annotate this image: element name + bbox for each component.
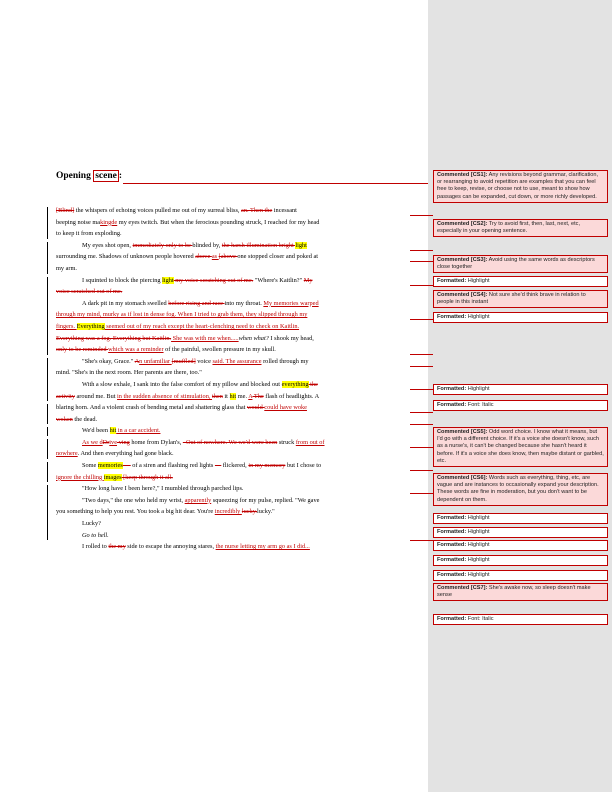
- inserted-text: She was with me when.....: [171, 334, 239, 342]
- balloon-text: Highlight: [466, 572, 490, 578]
- comment-balloon[interactable]: [433, 583, 608, 601]
- text-run: side to escape the annoying stares,: [125, 543, 216, 551]
- text-line[interactable]: [56, 483, 408, 495]
- formatting-balloon[interactable]: [433, 513, 608, 524]
- comment-balloon[interactable]: [433, 290, 608, 308]
- inserted-text: in a car accident.: [116, 427, 161, 435]
- text-run: Go to hell.: [82, 531, 109, 539]
- text-run: around me. But: [74, 392, 118, 400]
- inserted-text: nowhere: [56, 450, 78, 458]
- document-body[interactable]: [56, 205, 408, 553]
- inserted-text: ive: [109, 438, 117, 446]
- change-bar: [47, 439, 48, 459]
- balloon-label: Formatted:: [437, 616, 467, 622]
- text-run: "Two days," the one who held my wrist,: [82, 496, 185, 504]
- text-line[interactable]: [56, 506, 408, 518]
- deleted-text: The: [252, 392, 264, 400]
- balloon-text: Highlight: [466, 529, 490, 535]
- text-run: of the painful, swollen pressure in my skull.: [163, 346, 276, 354]
- text-run: the dead.: [72, 415, 98, 423]
- balloon-text: She's awake now, so sleep doesn't make sense: [437, 585, 591, 599]
- deleted-text: in my memory: [248, 462, 286, 470]
- text-run: flash of headlights. A: [263, 392, 320, 400]
- highlighted-text: hit: [229, 392, 237, 400]
- deleted-text: [keep through it all.: [121, 473, 173, 481]
- balloon-label: Formatted:: [437, 515, 467, 521]
- inserted-text: from out of: [295, 438, 325, 446]
- highlighted-text: hit: [109, 427, 117, 435]
- inserted-text: through my mind, murky as if lost in dense fog. When I tried to grab them, they slipped through my: [56, 311, 308, 319]
- deleted-text: —: [214, 462, 222, 470]
- text-line[interactable]: [56, 275, 408, 287]
- inserted-text: A: [248, 392, 253, 400]
- balloon-leader-line: [410, 493, 433, 494]
- text-run: you something to help you rest. You took a big hit dear. You're: [56, 508, 215, 516]
- change-bar: [47, 427, 48, 436]
- heading-text: Opening: [56, 171, 94, 181]
- balloon-leader-line: [410, 470, 433, 471]
- text-line[interactable]: [56, 356, 408, 368]
- text-line[interactable]: [56, 414, 408, 426]
- formatting-balloon[interactable]: [433, 540, 608, 551]
- highlighted-text: images: [103, 473, 122, 481]
- text-run: the whispers of echoing voices pulled me out of my surreal bliss,: [74, 207, 242, 214]
- balloon-leader-line: [410, 447, 433, 448]
- balloon-text: Highlight: [466, 314, 490, 320]
- inserted-text: fingers.: [56, 322, 77, 330]
- text-line[interactable]: [56, 530, 408, 542]
- deleted-text: then: [212, 392, 223, 400]
- text-run: My eyes shot open,: [82, 241, 133, 249]
- balloon-label: Commented [CS2]:: [437, 221, 488, 227]
- balloon-text: Font: Italic: [466, 616, 494, 622]
- balloon-leader-line: [410, 261, 433, 262]
- balloon-label: Formatted:: [437, 402, 467, 408]
- text-line[interactable]: [56, 286, 408, 298]
- text-run: struck: [277, 438, 296, 446]
- text-line[interactable]: [56, 217, 408, 229]
- text-run: We'd been: [82, 427, 110, 435]
- deleted-text: [Blind]: [56, 207, 75, 214]
- formatting-balloon[interactable]: [433, 276, 608, 287]
- deleted-text: [above: [218, 253, 238, 261]
- text-line[interactable]: [56, 448, 408, 460]
- balloon-leader-line: [410, 319, 433, 320]
- text-run: blinded by,: [192, 241, 222, 249]
- formatting-balloon[interactable]: [433, 312, 608, 323]
- text-line[interactable]: [56, 205, 408, 217]
- inserted-text: could have woke: [264, 404, 307, 412]
- balloon-label: Commented [CS4]:: [437, 292, 488, 298]
- deleted-text: above: [195, 253, 212, 261]
- text-run: squeezing for my pulse, replied. "We gave: [211, 496, 320, 504]
- highlighted-text: light: [295, 241, 307, 249]
- text-run: "Where's Kaitlin?": [253, 276, 304, 284]
- comment-balloon[interactable]: [433, 255, 608, 273]
- inserted-text: ignore the chilling: [56, 473, 104, 481]
- text-run: incessant: [272, 207, 297, 214]
- text-run: beeping noise ma: [56, 218, 101, 226]
- balloon-label: Formatted:: [437, 278, 467, 284]
- text-run: I shook my head,: [268, 334, 314, 342]
- text-line[interactable]: [56, 518, 408, 530]
- formatting-balloon[interactable]: [433, 384, 608, 395]
- text-run: voice: [195, 357, 213, 365]
- balloon-leader-line: [410, 389, 433, 390]
- text-run: one stopped closer and poked at: [237, 253, 318, 261]
- text-line[interactable]: [56, 240, 408, 252]
- text-run: flickered,: [221, 462, 249, 470]
- balloon-text: Words such as everything, thing, etc, are vague and are instances to occasionally expand your description. These words are fine in moderation, but you don't want to be dependent on them.: [437, 475, 599, 503]
- balloon-text: Not sure she'd think brave in relation to people in this instant: [437, 292, 586, 306]
- text-line[interactable]: [56, 379, 408, 391]
- balloon-leader-line: [410, 540, 433, 541]
- text-line[interactable]: [56, 333, 408, 345]
- inserted-text: as: [211, 253, 219, 261]
- text-line[interactable]: [56, 541, 408, 553]
- inserted-text: n unfamiliar: [139, 357, 172, 365]
- deleted-text: the: [308, 380, 318, 388]
- text-line[interactable]: [56, 228, 408, 240]
- balloon-text: Avoid using the same words as descriptors close together: [437, 257, 595, 271]
- text-run: lucky.": [257, 508, 275, 516]
- heading-marked-word[interactable]: scene: [95, 171, 117, 181]
- highlighted-text: Everything: [76, 322, 105, 330]
- comment-balloon[interactable]: [433, 427, 608, 467]
- deleted-text: Dr: [102, 438, 110, 446]
- text-run: mind. "She's in the next room. Her parents are there, too.": [56, 369, 202, 377]
- deleted-text: only to be reminded: [56, 346, 109, 354]
- balloon-text: Font: Italic: [466, 402, 494, 408]
- text-run: surrounding me. Shadows of unknown people hovered: [56, 253, 196, 261]
- inserted-text: seemed out of my reach except the heart-clenching need to check on Kaitlin.: [104, 322, 300, 330]
- balloon-text: Try to avoid first, then, last, next, etc, especially in your opening sentence.: [437, 221, 581, 235]
- text-run: of a siren and flashing red lights: [130, 462, 215, 470]
- text-line[interactable]: [56, 321, 408, 333]
- inserted-text: the nurse letting my arm go as I did...: [215, 543, 310, 551]
- balloon-text: Highlight: [466, 557, 490, 563]
- formatting-balloon[interactable]: [433, 614, 608, 625]
- balloon-text: Odd word choice. I know what it means, but I'd go with a different choice. If it's a voice she doesn't know, such as a nurse's, it can't be changed because she hasn't heard it before. If it's a voice she does know, then maybe distant or garbled, etc.: [437, 429, 604, 464]
- balloon-leader-line: [410, 412, 433, 413]
- text-run: Lucky?: [82, 520, 101, 528]
- text-line[interactable]: [56, 425, 408, 437]
- balloon-label: Formatted:: [437, 557, 467, 563]
- comment-balloon[interactable]: [433, 473, 608, 506]
- inserted-text: kingde: [100, 218, 118, 226]
- balloon-leader-line: [410, 250, 433, 251]
- text-run: . And then everything had gone black.: [77, 450, 174, 458]
- heading-colon: :: [118, 171, 123, 181]
- inserted-text: which was a reminder: [108, 346, 164, 354]
- text-run: my eyes twitch. But when the ferocious pounding struck, I reached for my head: [117, 218, 320, 226]
- text-run: blaring horn. And a violent crash of bending metal and shattering glass that: [56, 404, 247, 412]
- deleted-text: before rising and race: [168, 299, 225, 307]
- text-run: rolled through my: [261, 357, 309, 365]
- deleted-text: my voice scratching out of me.: [173, 276, 254, 284]
- text-line[interactable]: [56, 298, 408, 310]
- deleted-text: the my: [108, 543, 126, 551]
- deleted-text: an. Then the: [241, 207, 273, 214]
- text-run: my arm.: [56, 264, 77, 272]
- inserted-text: in the sudden absence of stimulation,: [117, 392, 213, 400]
- inserted-text: incredibly: [214, 508, 242, 516]
- inserted-text: My memories warped: [263, 299, 319, 307]
- formatting-balloon[interactable]: [433, 570, 608, 581]
- text-line[interactable]: [56, 251, 408, 263]
- balloon-leader-line: [410, 285, 433, 286]
- inserted-text: said. The assurance: [212, 357, 262, 365]
- text-line[interactable]: [56, 344, 408, 356]
- deleted-text: voice scratched out of me.: [56, 288, 123, 296]
- text-run: A dark pit in my stomach swelled: [82, 299, 169, 307]
- text-run: I squinted to block the piercing: [82, 276, 163, 284]
- text-line[interactable]: [56, 472, 408, 484]
- formatting-balloon[interactable]: [433, 400, 608, 411]
- balloon-text: Highlight: [466, 386, 490, 392]
- text-run: to keep it from exploding.: [56, 230, 122, 238]
- formatting-balloon[interactable]: [433, 527, 608, 538]
- deleted-text: activity: [56, 392, 75, 400]
- text-line[interactable]: [56, 263, 408, 275]
- text-run: I rolled to: [82, 543, 109, 551]
- deleted-text: immediately only to be: [132, 241, 193, 249]
- change-bar: [47, 462, 48, 482]
- balloon-text: Highlight: [466, 542, 490, 548]
- balloon-label: Formatted:: [437, 529, 467, 535]
- balloon-label: Commented [CS7]:: [437, 585, 488, 591]
- change-bar: [47, 242, 48, 274]
- text-line[interactable]: [56, 402, 408, 414]
- text-line[interactable]: [56, 309, 408, 321]
- balloon-label: Commented [CS1]:: [437, 172, 488, 178]
- document-heading: [56, 171, 122, 181]
- deleted-text: [muffled]: [171, 357, 196, 365]
- comment-balloon[interactable]: [433, 170, 608, 203]
- balloon-label: Formatted:: [437, 542, 467, 548]
- highlighted-text: everything: [281, 380, 309, 388]
- deleted-text: ving: [117, 438, 130, 446]
- deleted-text: Everything was a fog. Everything but Kaitlin.: [56, 334, 172, 342]
- text-run: "How long have I been here?," I mumbled through parched lips.: [82, 485, 244, 493]
- balloon-label: Commented [CS3]:: [437, 257, 488, 263]
- comment-leader-line: [123, 183, 428, 184]
- comment-margin-pane: [428, 0, 612, 792]
- balloon-text: Highlight: [466, 278, 490, 284]
- deleted-text: would: [246, 404, 265, 412]
- comment-balloon[interactable]: [433, 219, 608, 237]
- deleted-text: –Out of nowhere. We we'd were been: [182, 438, 278, 446]
- deleted-text: the harsh illumination bright: [221, 241, 296, 249]
- balloon-label: Commented [CS6]:: [437, 475, 488, 481]
- balloon-leader-line: [410, 366, 433, 367]
- balloon-label: Formatted:: [437, 314, 467, 320]
- change-bar: [47, 485, 48, 540]
- inserted-text: apparently: [184, 496, 212, 504]
- text-line[interactable]: [56, 437, 408, 449]
- balloon-label: Formatted:: [437, 386, 467, 392]
- balloon-leader-line: [410, 354, 433, 355]
- change-bar: [47, 358, 48, 401]
- text-run: Some: [82, 462, 98, 470]
- text-line[interactable]: [56, 460, 408, 472]
- deleted-text: —: [122, 462, 131, 470]
- text-run: but I chose to: [285, 462, 322, 470]
- text-run: into my throat.: [224, 299, 264, 307]
- text-run: "She's okay, Grace.": [82, 357, 135, 365]
- balloon-leader-line: [410, 424, 433, 425]
- balloon-label: Formatted:: [437, 572, 467, 578]
- change-bar: [47, 404, 48, 424]
- deleted-text: lucky.: [241, 508, 257, 516]
- text-run: it: [222, 392, 230, 400]
- inserted-text: As we d: [82, 438, 103, 446]
- text-line[interactable]: [56, 367, 408, 379]
- text-line[interactable]: [56, 495, 408, 507]
- text-run: With a slow exhale, I sank into the false comfort of my pillow and blocked out: [82, 380, 282, 388]
- deleted-text: A: [134, 357, 140, 365]
- balloon-text: Any revisions beyond grammar, clarification, or rearranging to avoid repetition are examples that you can feel free to keep, revise, or choose not to use, meant to show how passages can be expanded, cut down, or more richly developed.: [437, 172, 599, 200]
- highlighted-text: memories: [97, 462, 123, 470]
- formatting-balloon[interactable]: [433, 555, 608, 566]
- deleted-text: My: [303, 276, 313, 284]
- highlighted-text: light: [162, 276, 174, 284]
- deleted-text: woken: [56, 415, 73, 423]
- text-run: me.: [236, 392, 249, 400]
- balloon-text: Highlight: [466, 515, 490, 521]
- text-line[interactable]: [56, 391, 408, 403]
- balloon-label: Commented [CS5]:: [437, 429, 488, 435]
- text-run: home from Dylan's,: [129, 438, 183, 446]
- text-run: when what?: [238, 334, 269, 342]
- change-bar: [47, 277, 48, 355]
- change-bar: [47, 207, 48, 239]
- balloon-leader-line: [410, 215, 433, 216]
